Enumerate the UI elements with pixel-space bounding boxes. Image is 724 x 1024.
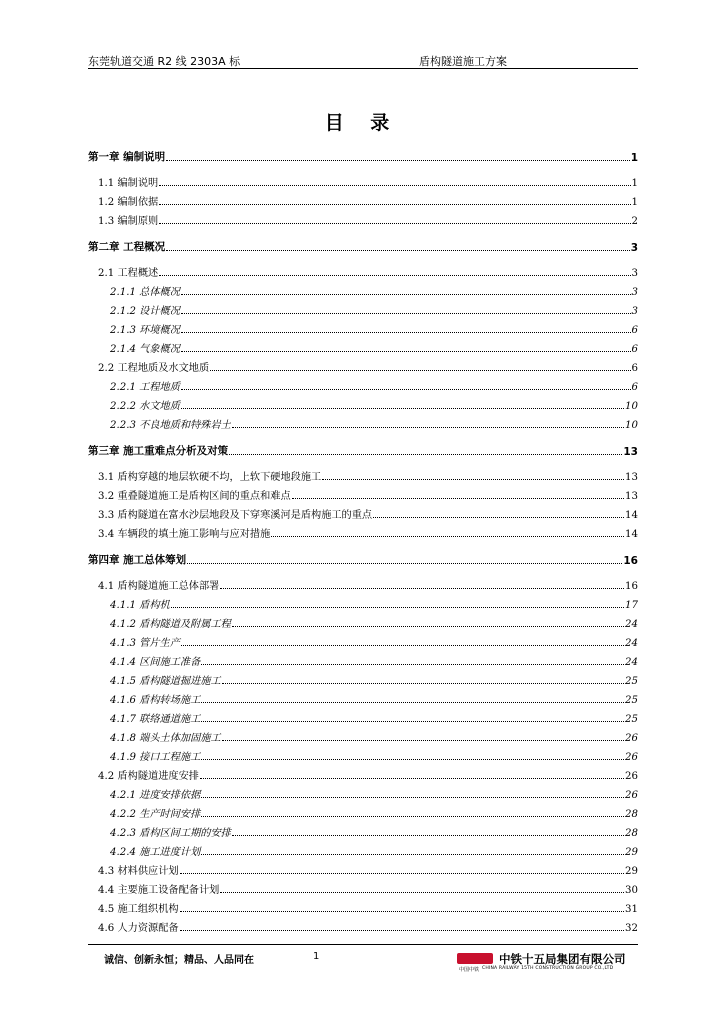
toc-section[interactable] — [88, 576, 638, 592]
toc-section[interactable] — [88, 467, 638, 483]
toc-entry-title: 2.1.1 总体概况 — [110, 287, 180, 298]
toc-leader-dots — [201, 701, 624, 703]
toc-subsection[interactable] — [88, 301, 638, 317]
toc-leader-dots — [166, 159, 630, 161]
toc-section[interactable] — [88, 263, 638, 279]
toc-leader-dots — [271, 535, 624, 537]
toc-page-number: 3 — [630, 242, 638, 254]
toc-page-number: 6 — [631, 325, 638, 336]
toc-page-number: 2 — [631, 216, 638, 227]
toc-leader-dots — [181, 293, 631, 295]
toc-section[interactable] — [88, 505, 638, 521]
toc-section[interactable] — [88, 486, 638, 502]
toc-subsection[interactable] — [88, 804, 638, 820]
toc-page-number: 1 — [631, 178, 638, 189]
toc-subsection[interactable] — [88, 339, 638, 355]
toc-entry-title: 第一章 编制说明 — [88, 151, 166, 163]
toc-page-number: 6 — [631, 382, 638, 393]
toc-subsection[interactable] — [88, 377, 638, 393]
toc-leader-dots — [210, 369, 630, 371]
toc-entry-title: 1.1 编制说明 — [98, 178, 159, 189]
toc-entry-title: 4.5 施工组织机构 — [98, 904, 179, 915]
toc-leader-dots — [232, 625, 624, 627]
toc-leader-dots — [187, 562, 622, 564]
toc-entry-title: 4.2.4 施工进度计划 — [110, 847, 201, 858]
toc-page-number: 26 — [625, 752, 638, 763]
toc-subsection[interactable] — [88, 396, 638, 412]
toc-page-number: 1 — [631, 197, 638, 208]
toc-page-number: 6 — [631, 363, 638, 374]
toc-page-number: 29 — [625, 866, 638, 877]
toc-subsection[interactable] — [88, 282, 638, 298]
toc-entry-title: 3.2 重叠隧道施工是盾构区间的重点和难点 — [98, 491, 291, 502]
toc-entry-title: 第三章 施工重难点分析及对策 — [88, 445, 229, 457]
toc-chapter[interactable] — [88, 238, 638, 254]
toc-leader-dots — [292, 497, 624, 499]
toc-page-number: 29 — [625, 847, 638, 858]
page-header — [88, 52, 638, 69]
toc-entry-title: 2.2.2 水文地质 — [110, 401, 180, 412]
toc-subsection[interactable] — [88, 415, 638, 431]
toc-page-number: 26 — [625, 771, 638, 782]
toc-subsection[interactable] — [88, 595, 638, 611]
toc-entry-title: 4.2 盾构隧道进度安排 — [98, 771, 199, 782]
toc-leader-dots — [166, 249, 630, 251]
toc-entry-title: 3.4 车辆段的填土施工影响与应对措施 — [98, 529, 271, 540]
toc-page-number: 3 — [631, 287, 638, 298]
toc-leader-dots — [200, 777, 624, 779]
toc-page-number: 10 — [625, 420, 638, 431]
toc-leader-dots — [171, 606, 624, 608]
company-name: 中铁十五局集团有限公司 — [499, 952, 626, 966]
toc-leader-dots — [201, 758, 624, 760]
toc-section[interactable] — [88, 899, 638, 915]
toc-subsection[interactable] — [88, 709, 638, 725]
footer-divider — [88, 944, 638, 945]
toc-leader-dots — [201, 720, 624, 722]
toc-leader-dots — [181, 644, 624, 646]
toc-page-number: 25 — [625, 695, 638, 706]
toc-subsection[interactable] — [88, 728, 638, 744]
toc-leader-dots — [159, 203, 630, 205]
toc-page-number: 3 — [631, 268, 638, 279]
toc-section[interactable] — [88, 861, 638, 877]
toc-entry-title: 4.1.9 接口工程施工 — [110, 752, 201, 763]
logo-mark-text: 中国中铁 — [459, 967, 480, 973]
toc-section[interactable] — [88, 880, 638, 896]
toc-entry-title: 4.2.2 生产时间安排 — [110, 809, 201, 820]
toc-leader-dots — [322, 478, 624, 480]
toc-leader-dots — [373, 516, 624, 518]
toc-page-number: 16 — [623, 555, 638, 567]
header-project-name: 东莞轨道交通 R2 线 2303A 标 — [88, 55, 241, 68]
toc-page-number: 10 — [625, 401, 638, 412]
toc-subsection[interactable] — [88, 320, 638, 336]
toc-page-number: 3 — [631, 306, 638, 317]
toc-entry-title: 2.1.2 设计概况 — [110, 306, 180, 317]
toc-subsection[interactable] — [88, 823, 638, 839]
toc-entry-title: 2.1.4 气象概况 — [110, 344, 180, 355]
toc-entry-title: 1.3 编制原则 — [98, 216, 159, 227]
toc-section[interactable] — [88, 918, 638, 934]
toc-entry-title: 4.6 人力资源配备 — [98, 923, 179, 934]
footer-page-number: 1 — [313, 951, 320, 962]
toc-entry-title: 4.1.5 盾构隧道掘进施工 — [110, 676, 221, 687]
toc-chapter[interactable] — [88, 551, 638, 567]
toc-page-number: 14 — [625, 510, 638, 521]
toc-entry-title: 4.1.4 区间施工准备 — [110, 657, 201, 668]
toc-page-number: 32 — [625, 923, 638, 934]
toc-section[interactable] — [88, 766, 638, 782]
page-title: 目 录 — [324, 112, 400, 134]
toc-entry-title: 4.1.8 端头土体加固施工 — [110, 733, 221, 744]
toc-entry-title: 第二章 工程概况 — [88, 241, 166, 253]
toc-page-number: 14 — [625, 529, 638, 540]
company-name-en: CHINA RAILWAY 15TH CONSTRUCTION GROUP CO.,LTD — [482, 966, 614, 971]
toc-leader-dots — [181, 331, 631, 333]
toc-section[interactable] — [88, 358, 638, 374]
toc-leader-dots — [229, 453, 622, 455]
toc-entry-title: 4.1.6 盾构转场施工 — [110, 695, 201, 706]
toc-entry-title: 2.2.3 不良地质和特殊岩土 — [110, 420, 231, 431]
footer-motto: 诚信、创新永恒；精品、人品同在 — [104, 955, 254, 966]
toc-entry-title: 2.1.3 环境概况 — [110, 325, 180, 336]
toc-page-number: 17 — [625, 600, 638, 611]
toc-leader-dots — [181, 312, 631, 314]
toc-subsection[interactable] — [88, 614, 638, 630]
toc-leader-dots — [201, 663, 624, 665]
toc-section[interactable] — [88, 173, 638, 189]
toc-subsection[interactable] — [88, 785, 638, 801]
toc-chapter[interactable] — [88, 442, 638, 458]
toc-entry-title: 2.2.1 工程地质 — [110, 382, 180, 393]
header-doc-title: 盾构隧道施工方案 — [419, 55, 507, 68]
toc-entry-title: 4.1.2 盾构隧道及附属工程 — [110, 619, 231, 630]
toc-page-number: 24 — [625, 638, 638, 649]
toc-leader-dots — [201, 853, 624, 855]
toc-subsection[interactable] — [88, 842, 638, 858]
toc-leader-dots — [220, 891, 624, 893]
toc-page-number: 25 — [625, 676, 638, 687]
toc-subsection[interactable] — [88, 747, 638, 763]
toc-page-number: 26 — [625, 733, 638, 744]
toc-subsection[interactable] — [88, 671, 638, 687]
toc-entry-title: 4.3 材料供应计划 — [98, 866, 179, 877]
toc-leader-dots — [222, 682, 624, 684]
toc-leader-dots — [222, 739, 624, 741]
toc-leader-dots — [181, 407, 624, 409]
toc-page-number: 24 — [625, 619, 638, 630]
toc-subsection[interactable] — [88, 652, 638, 668]
toc-page-number: 31 — [625, 904, 638, 915]
toc-entry-title: 3.3 盾构隧道在富水沙层地段及下穿寒溪河是盾构施工的重点 — [98, 510, 373, 521]
toc-leader-dots — [201, 796, 624, 798]
toc-leader-dots — [181, 350, 631, 352]
toc-leader-dots — [159, 184, 630, 186]
toc-entry-title: 2.1 工程概述 — [98, 268, 159, 279]
toc-entry-title: 4.4 主要施工设备配备计划 — [98, 885, 220, 896]
toc-page-number: 1 — [630, 152, 638, 164]
toc-page-number: 28 — [625, 809, 638, 820]
toc-section[interactable] — [88, 524, 638, 540]
toc-section[interactable] — [88, 211, 638, 227]
toc-leader-dots — [180, 910, 624, 912]
toc-entry-title: 4.1 盾构隧道施工总体部署 — [98, 581, 220, 592]
toc-entry-title: 1.2 编制依据 — [98, 197, 159, 208]
toc-leader-dots — [159, 274, 630, 276]
toc-leader-dots — [180, 872, 624, 874]
toc-entry-title: 4.1.3 管片生产 — [110, 638, 180, 649]
toc-page-number: 28 — [625, 828, 638, 839]
toc-leader-dots — [181, 388, 631, 390]
toc-subsection[interactable] — [88, 690, 638, 706]
toc-page-number: 13 — [623, 446, 638, 458]
toc-leader-dots — [232, 834, 624, 836]
toc-chapter[interactable] — [88, 148, 638, 164]
toc-entry-title: 3.1 盾构穿越的地层软硬不均，上软下硬地段施工 — [98, 472, 322, 483]
toc-leader-dots — [201, 815, 624, 817]
toc-entry-title: 4.1.7 联络通道施工 — [110, 714, 201, 725]
toc-page-number: 30 — [625, 885, 638, 896]
toc-page-number: 25 — [625, 714, 638, 725]
toc-page-number: 24 — [625, 657, 638, 668]
toc-entry-title: 4.1.1 盾构机 — [110, 600, 170, 611]
toc-page-number: 6 — [631, 344, 638, 355]
toc-page-number: 26 — [625, 790, 638, 801]
toc-entry-title: 4.2.3 盾构区间工期的安排 — [110, 828, 231, 839]
toc-section[interactable] — [88, 192, 638, 208]
toc-leader-dots — [159, 222, 630, 224]
toc-entry-title: 第四章 施工总体筹划 — [88, 554, 187, 566]
toc-entry-title: 2.2 工程地质及水文地质 — [98, 363, 210, 374]
toc-leader-dots — [180, 929, 624, 931]
toc-page-number: 13 — [625, 472, 638, 483]
toc-leader-dots — [232, 426, 624, 428]
toc-subsection[interactable] — [88, 633, 638, 649]
toc-leader-dots — [220, 587, 624, 589]
toc-entry-title: 4.2.1 进度安排依据 — [110, 790, 201, 801]
toc-page-number: 13 — [625, 491, 638, 502]
company-logo-icon — [457, 953, 493, 964]
toc-page-number: 16 — [625, 581, 638, 592]
